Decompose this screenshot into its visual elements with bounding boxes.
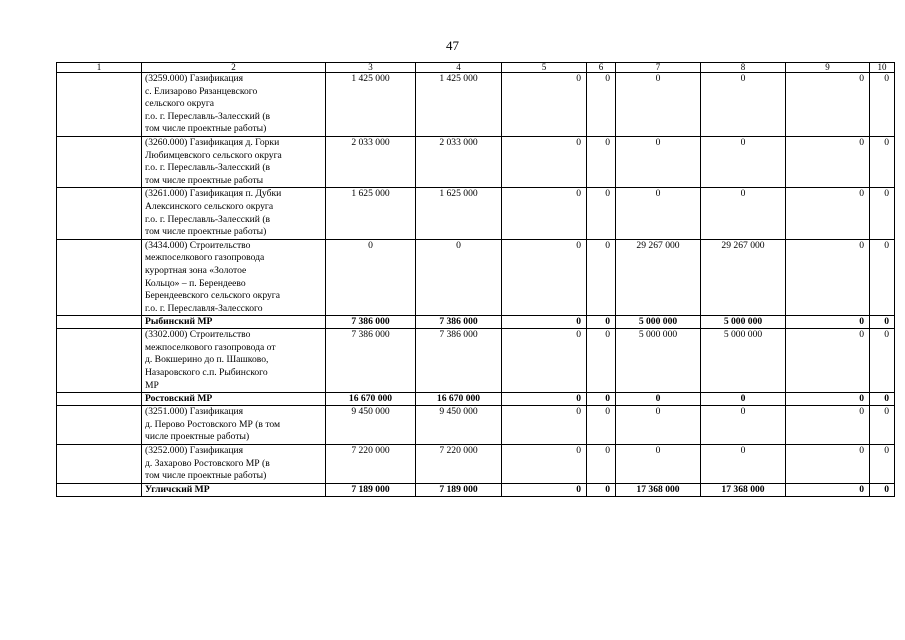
group-row <box>57 393 895 406</box>
value-cell: 7 189 000 <box>416 483 502 496</box>
blank-cell <box>57 188 142 239</box>
column-header: 4 <box>416 63 502 73</box>
value-cell: 0 <box>502 316 587 329</box>
value-cell: 0 <box>502 329 587 393</box>
value-cell: 0 <box>786 136 870 187</box>
value-cell: 1 625 000 <box>416 188 502 239</box>
value-cell: 0 <box>786 316 870 329</box>
value-cell: 0 <box>701 406 786 445</box>
value-cell: 0 <box>502 483 587 496</box>
value-cell: 0 <box>616 445 701 484</box>
value-cell: 0 <box>870 406 895 445</box>
object-name-cell: (3252.000) Газификация д. Захарово Ростовского МР (в том числе проектные работы) <box>142 445 326 484</box>
value-cell: 0 <box>870 188 895 239</box>
value-cell: 0 <box>701 73 786 137</box>
value-cell: 0 <box>587 73 616 137</box>
blank-cell <box>57 329 142 393</box>
blank-cell <box>57 239 142 316</box>
column-header: 9 <box>786 63 870 73</box>
value-cell: 0 <box>786 393 870 406</box>
value-cell: 0 <box>587 445 616 484</box>
value-cell: 16 670 000 <box>416 393 502 406</box>
value-cell: 7 386 000 <box>326 329 416 393</box>
value-cell: 0 <box>502 188 587 239</box>
budget-table <box>56 62 895 497</box>
value-cell: 0 <box>616 73 701 137</box>
value-cell: 0 <box>587 483 616 496</box>
table-row <box>57 406 895 445</box>
value-cell: 0 <box>616 393 701 406</box>
value-cell: 0 <box>416 239 502 316</box>
blank-cell <box>57 316 142 329</box>
value-cell: 0 <box>587 316 616 329</box>
column-header: 3 <box>326 63 416 73</box>
column-header: 5 <box>502 63 587 73</box>
column-number-row <box>57 63 895 73</box>
table-row <box>57 73 895 137</box>
value-cell: 7 386 000 <box>416 316 502 329</box>
value-cell: 0 <box>502 73 587 137</box>
group-row <box>57 483 895 496</box>
value-cell: 0 <box>786 483 870 496</box>
value-cell: 0 <box>587 188 616 239</box>
value-cell: 5 000 000 <box>616 329 701 393</box>
value-cell: 0 <box>616 406 701 445</box>
value-cell: 0 <box>870 329 895 393</box>
value-cell: 7 386 000 <box>326 316 416 329</box>
column-header: 6 <box>587 63 616 73</box>
value-cell: 0 <box>701 393 786 406</box>
column-header: 8 <box>701 63 786 73</box>
value-cell: 29 267 000 <box>616 239 701 316</box>
column-header: 10 <box>870 63 895 73</box>
value-cell: 7 189 000 <box>326 483 416 496</box>
value-cell: 2 033 000 <box>326 136 416 187</box>
object-name-cell: Ростовский МР <box>142 393 326 406</box>
object-name-cell: Угличский МР <box>142 483 326 496</box>
value-cell: 0 <box>870 73 895 137</box>
value-cell: 17 368 000 <box>616 483 701 496</box>
blank-cell <box>57 393 142 406</box>
column-header: 1 <box>57 63 142 73</box>
value-cell: 0 <box>502 136 587 187</box>
object-name-cell: (3259.000) Газификация с. Елизарово Рязанцевского сельского округа г.о. г. Переславль-Залесский (в том числе проектные работы) <box>142 73 326 137</box>
value-cell: 0 <box>502 239 587 316</box>
value-cell: 7 220 000 <box>416 445 502 484</box>
value-cell: 0 <box>786 329 870 393</box>
value-cell: 0 <box>786 406 870 445</box>
value-cell: 9 450 000 <box>416 406 502 445</box>
value-cell: 16 670 000 <box>326 393 416 406</box>
value-cell: 9 450 000 <box>326 406 416 445</box>
blank-cell <box>57 445 142 484</box>
value-cell: 0 <box>870 239 895 316</box>
value-cell: 0 <box>587 393 616 406</box>
value-cell: 0 <box>502 393 587 406</box>
object-name-cell: (3434.000) Строительство межпоселкового газопровода курортная зона «Золотое Кольцо» – п. Берендеево Берендеевского сельского округа г.о. г. Переславля-Залесского <box>142 239 326 316</box>
object-name-cell: Рыбинский МР <box>142 316 326 329</box>
value-cell: 0 <box>786 239 870 316</box>
column-header: 2 <box>142 63 326 73</box>
blank-cell <box>57 483 142 496</box>
table-row <box>57 188 895 239</box>
value-cell: 0 <box>701 188 786 239</box>
value-cell: 0 <box>870 316 895 329</box>
value-cell: 0 <box>786 73 870 137</box>
value-cell: 0 <box>786 188 870 239</box>
column-header: 7 <box>616 63 701 73</box>
value-cell: 1 625 000 <box>326 188 416 239</box>
blank-cell <box>57 406 142 445</box>
object-name-cell: (3261.000) Газификация п. Дубки Алексинского сельского округа г.о. г. Переславль-Залесский (в том числе проектные работы) <box>142 188 326 239</box>
value-cell: 0 <box>870 393 895 406</box>
value-cell: 5 000 000 <box>701 329 786 393</box>
value-cell: 1 425 000 <box>326 73 416 137</box>
value-cell: 1 425 000 <box>416 73 502 137</box>
value-cell: 0 <box>616 188 701 239</box>
value-cell: 5 000 000 <box>701 316 786 329</box>
value-cell: 0 <box>587 239 616 316</box>
value-cell: 5 000 000 <box>616 316 701 329</box>
group-row <box>57 316 895 329</box>
value-cell: 7 386 000 <box>416 329 502 393</box>
value-cell: 0 <box>326 239 416 316</box>
table-row <box>57 239 895 316</box>
value-cell: 0 <box>587 136 616 187</box>
value-cell: 0 <box>786 445 870 484</box>
value-cell: 0 <box>701 445 786 484</box>
blank-cell <box>57 136 142 187</box>
table-row <box>57 329 895 393</box>
value-cell: 0 <box>616 136 701 187</box>
object-name-cell: (3302.000) Строительство межпоселкового газопровода от д. Вокшерино до п. Шашково, Назаровского с.п. Рыбинского МР <box>142 329 326 393</box>
value-cell: 0 <box>870 483 895 496</box>
blank-cell <box>57 73 142 137</box>
value-cell: 0 <box>587 406 616 445</box>
page-number: 47 <box>446 38 459 53</box>
value-cell: 0 <box>502 406 587 445</box>
object-name-cell: (3251.000) Газификация д. Перово Ростовского МР (в том числе проектные работы) <box>142 406 326 445</box>
value-cell: 2 033 000 <box>416 136 502 187</box>
value-cell: 0 <box>870 445 895 484</box>
table-row <box>57 136 895 187</box>
value-cell: 0 <box>870 136 895 187</box>
value-cell: 0 <box>701 136 786 187</box>
value-cell: 0 <box>502 445 587 484</box>
value-cell: 17 368 000 <box>701 483 786 496</box>
value-cell: 7 220 000 <box>326 445 416 484</box>
object-name-cell: (3260.000) Газификация д. Горки Любимцевского сельского округа г.о. г. Переславль-Залесский (в том числе проектные работы <box>142 136 326 187</box>
table-row <box>57 445 895 484</box>
value-cell: 29 267 000 <box>701 239 786 316</box>
value-cell: 0 <box>587 329 616 393</box>
